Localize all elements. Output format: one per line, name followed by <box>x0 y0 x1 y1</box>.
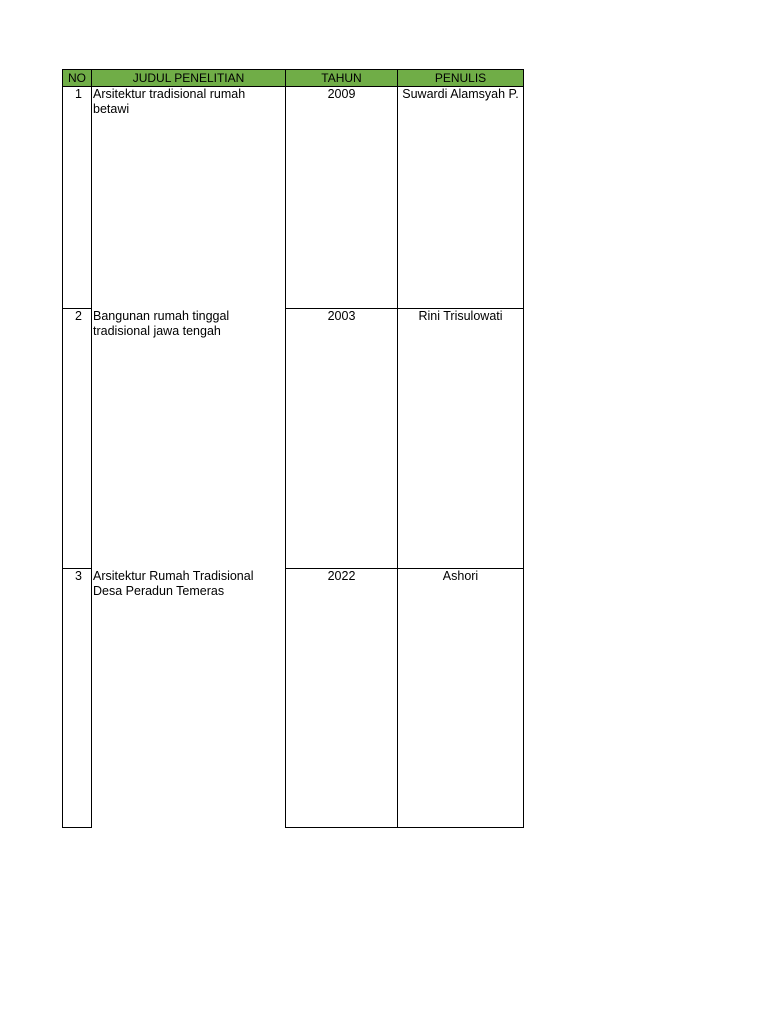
spreadsheet-page <box>62 69 524 828</box>
cell-judul: Bangunan rumah tinggal tradisional jawa tengah <box>92 309 286 569</box>
header-tahun: TAHUN <box>286 70 398 87</box>
cell-no: 1 <box>63 87 92 309</box>
table-row <box>63 87 524 309</box>
cell-penulis: Ashori <box>398 569 524 828</box>
table-row <box>63 569 524 828</box>
cell-judul: Arsitektur Rumah Tradisional Desa Peradun Temeras <box>92 569 286 828</box>
research-table <box>62 69 524 828</box>
table-row <box>63 309 524 569</box>
header-no: NO <box>63 70 92 87</box>
cell-no: 2 <box>63 309 92 569</box>
cell-judul: Arsitektur tradisional rumah betawi <box>92 87 286 309</box>
header-penulis: PENULIS <box>398 70 524 87</box>
cell-penulis: Suwardi Alamsyah P. <box>398 87 524 309</box>
cell-tahun: 2003 <box>286 309 398 569</box>
cell-tahun: 2022 <box>286 569 398 828</box>
cell-penulis: Rini Trisulowati <box>398 309 524 569</box>
header-judul-penelitian: JUDUL PENELITIAN <box>92 70 286 87</box>
cell-tahun: 2009 <box>286 87 398 309</box>
header-row <box>63 70 524 87</box>
cell-no: 3 <box>63 569 92 828</box>
